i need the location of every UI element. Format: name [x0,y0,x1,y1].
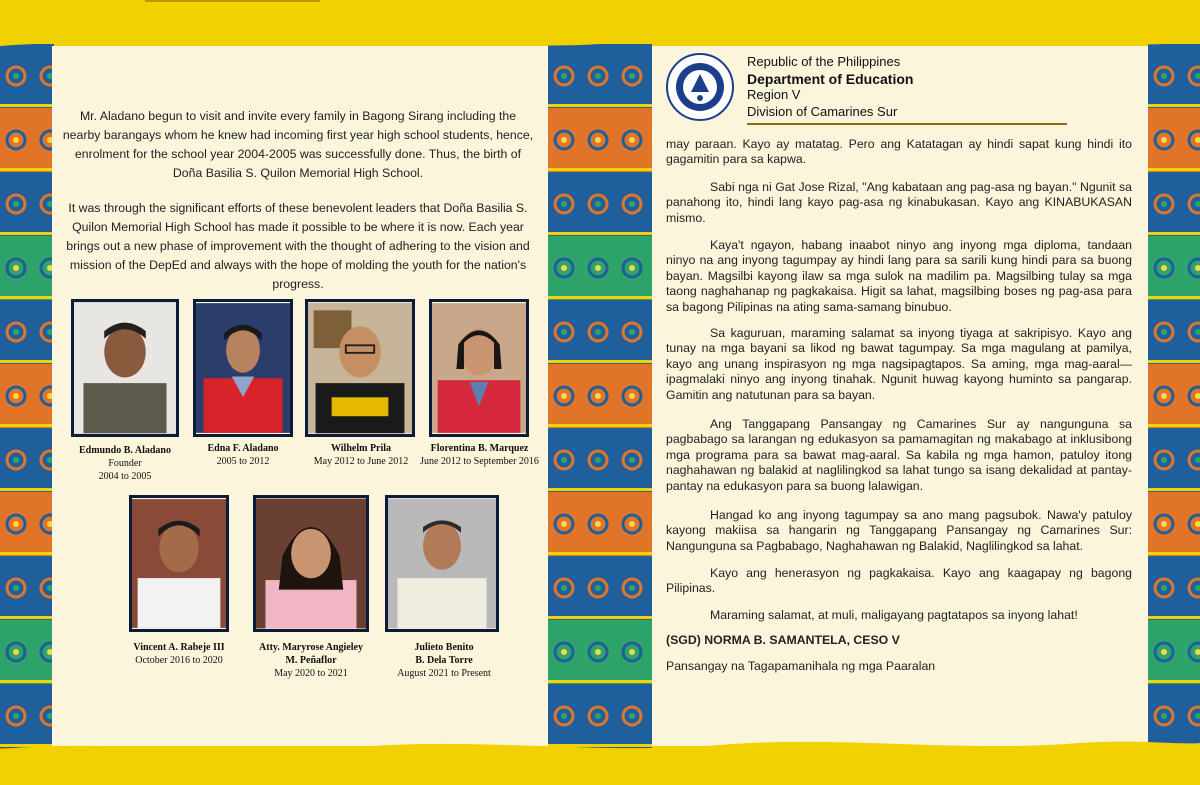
left-pattern-strip [0,44,54,750]
letterhead-rule [747,123,1067,125]
leader-period: 2005 to 2012 [216,456,270,467]
leader-name-line1: Atty. Maryrose Angieley [259,642,363,653]
history-paragraph-2 [62,199,534,294]
tribal-pattern [0,44,54,750]
message-p5 [666,417,1132,494]
caption-edna-aladano [183,442,303,468]
history-text-1: Mr. Aladano begun to visit and invite every family in Bagong Sirang including the nearby barangays whom he knew had incoming first year high school students, hence, enrolment for the school year 2004-2005 was successfully done. Thus, the birth of Doña Basilia S. Quilon Memorial High School. [62,109,534,180]
message-text: Kayo ang henerasyon ng pagkakaisa. Kayo ang kaagapay ng bagong Pilipinas. [666,566,1132,596]
leader-name: Wilhelm Prila [330,443,392,454]
message-text: Sabi nga ni Gat Jose Rizal, "Ang kabataan ang pag-asa ng bayan." Ngunit sa panahong ito, hindi lang kayo pag-asa ng kinabukasan. Kayo ang KINABUKASAN mismo. [666,180,1132,225]
position-text: Pansangay na Tagapamanihala ng mga Paaralan [666,659,936,673]
message-text: Sa kaguruan, maraming salamat sa inyong tiyaga at sakripisyo. Kayo ang tunay na mga bayani sa likod ng bawat tagumpay. Sa mga magulang at pamilya, kayo ang unang inspirasyon ng mga nagsipagtapos. Sa aming, mga mag-aaral—ipagmalaki ninyo ang inyong tinahak. Ngunit huwag kayong huminto sa pangarap. Gamitin ang natutunan para sa bayan. [666,326,1132,402]
message-p6 [666,508,1132,554]
leader-period: October 2016 to 2020 [135,655,223,666]
top-decor-line [145,0,320,2]
deped-seal-icon [665,52,735,122]
photo-julieto-dela-torre [385,495,499,632]
leader-name: Edna F. Aladano [207,443,279,454]
leader-name-line2: B. Dela Torre [415,655,473,666]
message-p4 [666,326,1132,403]
photo-maryrose-penaflor [253,495,369,632]
photo-florentina-marquez [429,299,529,437]
right-pattern-strip [1148,44,1200,750]
history-paragraph-1 [62,107,534,183]
bottom-wave [0,735,1200,785]
leader-period: June 2012 to September 2016 [420,456,539,467]
department-label: Department of Education [747,70,914,87]
leader-name-line2: M. Peñaflor [285,655,337,666]
signature-position [666,659,1132,674]
caption-wilhelm-prila [303,442,419,468]
leader-role: Founder [108,458,142,469]
caption-julieto-dela-torre [384,641,504,680]
leader-name: Edmundo B. Aladano [79,445,171,456]
caption-vincent-rabeje [118,641,240,667]
message-p7 [666,566,1132,597]
message-p2 [666,180,1132,226]
tribal-pattern [548,44,652,750]
division-label: Division of Camarines Sur [747,103,898,119]
leader-name: Vincent A. Rabeje III [133,642,225,653]
photo-vincent-rabeje [129,495,229,632]
leader-name: Florentina B. Marquez [430,443,529,454]
leader-period: August 2021 to Present [397,668,491,679]
message-p1 [666,137,1132,168]
leader-name-line1: Julieto Benito [414,642,474,653]
center-pattern-strip [548,44,652,750]
message-text: Ang Tanggapang Pansangay ng Camarines Sur ay nangunguna sa pagbabago sa larangan ng edukasyon sa pamamagitan ng makabago at inklusibong mga programa para sa bawat mag-aaral. Sa kabila ng mga hamon, patuloy itong naghahawan ng balakid at naglilingkod sa lahat tungo sa isang dekalidad at pantay-pantay na edukasyon para sa buong lalawigan. [666,417,1132,493]
message-p3 [666,238,1132,315]
photo-edna-aladano [193,299,293,437]
message-p8 [666,608,1132,623]
message-text: may paraan. Kayo ay matatag. Pero ang Katatagan ay hindi sapat kung hindi ito gagamitin para sa kapwa. [666,137,1132,167]
caption-maryrose-penaflor [245,641,377,680]
leader-period: 2004 to 2005 [98,471,152,482]
leader-period: May 2020 to 2021 [274,668,348,679]
message-text: Kaya't ngayon, habang inaabot ninyo ang inyong mga diploma, tandaan ninyo na ang inyong tagumpay ay hindi lang para sa sarili kung hindi para sa buong bayan. Magsilbi kayong ilaw sa mga sulok na madilim pa. Magsilbing tulay sa mga taong naghahanap ng pagkakaisa. Higit sa lahat, magsilbing boses ng pag-asa para sa bagong Pilipinas na ating sama-samang binubuo. [666,238,1132,314]
photo-wilhelm-prila [305,299,415,437]
caption-edmundo-aladano [60,444,190,483]
message-text: Hangad ko ang inyong tagumpay sa ano mang pagsubok. Nawa'y patuloy kayong makiisa sa hangarin ng Tanggapang Pansangay ng Camarines Sur: Nangunguna sa Pagbabago, Naghahawan ng Balakid, Naglilingkod sa lahat. [666,508,1132,553]
signature-name [666,633,1132,648]
signature-text: (SGD) NORMA B. SAMANTELA, CESO V [666,633,900,647]
caption-florentina-marquez [413,442,546,468]
tribal-pattern [1148,44,1200,750]
message-text: Maraming salamat, at muli, maligayang pagtatapos sa inyong lahat! [710,608,1078,622]
leader-period: May 2012 to June 2012 [313,456,409,467]
letterhead-text [747,54,913,120]
photo-edmundo-aladano [71,299,179,437]
history-text-2: It was through the significant efforts of these benevolent leaders that Doña Basilia S. Quilon Memorial High School has made it possible to be where it is now. Each year brings out a new phase of improvement with the thought of adhering to the vision and mission of the DepEd and always with the hope of molding the youth for the nation's progress. [66,201,530,291]
deped-letterhead [665,52,1095,130]
republic-label: Republic of the Philippines [747,54,901,69]
region-label: Region V [747,87,801,102]
top-wave [0,30,1200,52]
